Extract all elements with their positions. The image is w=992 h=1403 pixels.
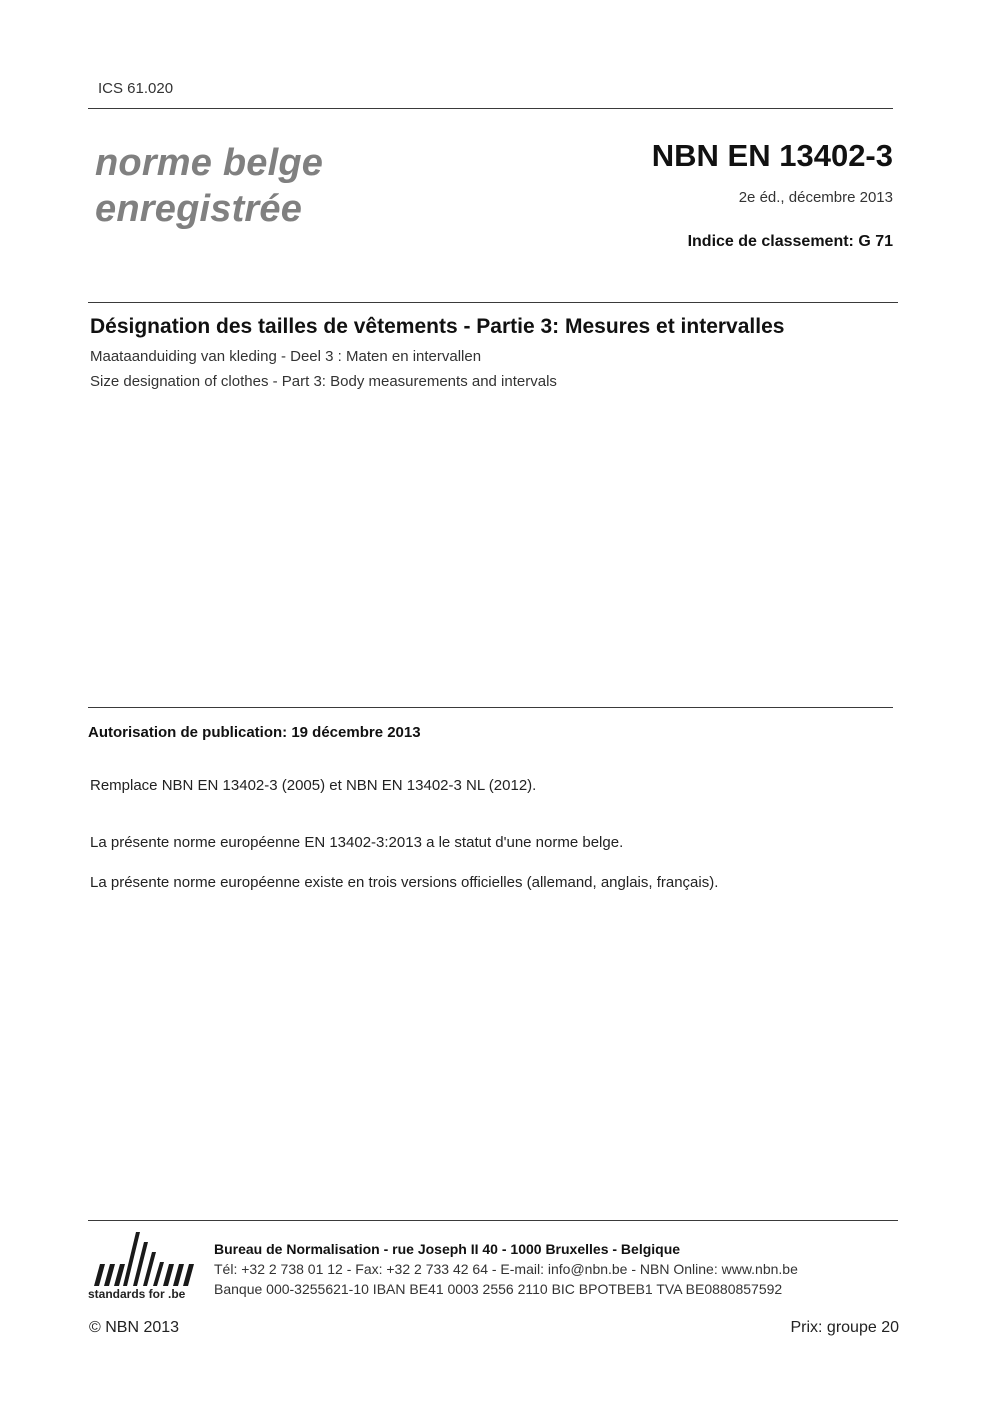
standard-number: NBN EN 13402-3 bbox=[651, 138, 893, 173]
footer-address: Bureau de Normalisation - rue Joseph II 40 - 1000 Bruxelles - Belgique bbox=[214, 1241, 681, 1257]
replaces-paragraph: Remplace NBN EN 13402-3 (2005) et NBN EN 13402-3 NL (2012). bbox=[90, 777, 537, 794]
header-rule bbox=[88, 108, 893, 109]
footer-contact: Tél: +32 2 738 01 12 - Fax: +32 2 733 42 64 - E-mail: info@nbn.be - NBN Online: www.nbn.be bbox=[214, 1261, 798, 1277]
copyright-notice: © NBN 2013 bbox=[89, 1319, 180, 1336]
title-dutch: Maataanduiding van kleding - Deel 3 : Maten en intervallen bbox=[90, 348, 482, 365]
publication-authorisation: Autorisation de publication: 19 décembre 2013 bbox=[88, 724, 421, 741]
title-top-rule bbox=[88, 302, 898, 303]
footer-bank-details: Banque 000-3255621-10 IBAN BE41 0003 2556 2110 BIC BPOTBEB1 TVA BE0880857592 bbox=[214, 1281, 783, 1297]
footer-rule bbox=[88, 1220, 898, 1221]
versions-paragraph: La présente norme européenne existe en trois versions officielles (allemand, anglais, français). bbox=[90, 874, 719, 891]
brand-line-1: norme belge bbox=[95, 142, 324, 184]
logo-tagline: standards for .be bbox=[88, 1287, 186, 1301]
price-group: Prix: groupe 20 bbox=[790, 1319, 899, 1336]
body-top-rule bbox=[88, 707, 893, 708]
title-english: Size designation of clothes - Part 3: Body measurements and intervals bbox=[90, 373, 557, 390]
brand-line-2: enregistrée bbox=[95, 188, 303, 230]
title-french: Désignation des tailles de vêtements - Partie 3: Mesures et intervalles bbox=[90, 315, 785, 338]
classification-index: Indice de classement: G 71 bbox=[687, 233, 893, 250]
ics-code: ICS 61.020 bbox=[98, 80, 174, 97]
edition-date: 2e éd., décembre 2013 bbox=[738, 189, 893, 206]
status-paragraph: La présente norme européenne EN 13402-3:2013 a le statut d'une norme belge. bbox=[90, 834, 624, 851]
